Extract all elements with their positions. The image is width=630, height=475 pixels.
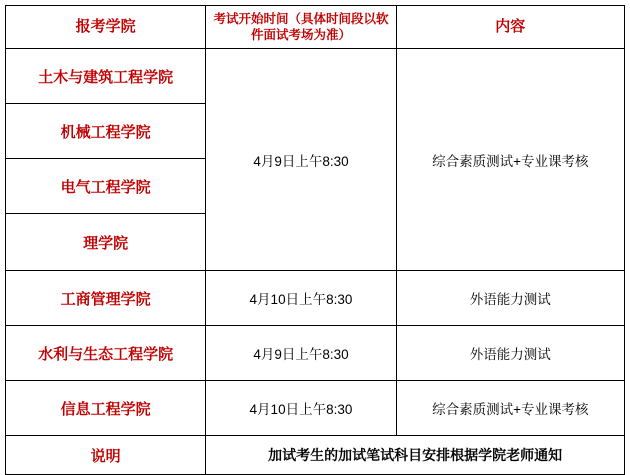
table-row <box>6 326 625 381</box>
content-slot-2: 外语能力测试 <box>396 271 624 326</box>
table-header-row <box>6 6 625 49</box>
table-row <box>6 271 625 326</box>
content-slot-3: 外语能力测试 <box>396 326 624 381</box>
content-slot-1: 综合素质测试+专业课考核 <box>396 49 624 271</box>
table-row <box>6 381 625 436</box>
note-text: 加试考生的加试笔试科目安排根据学院老师通知 <box>206 436 625 475</box>
college-information-engineering: 信息工程学院 <box>6 381 206 436</box>
exam-schedule-document <box>0 5 630 465</box>
header-college: 报考学院 <box>6 6 206 49</box>
college-electrical: 电气工程学院 <box>6 159 206 214</box>
college-water-ecology: 水利与生态工程学院 <box>6 326 206 381</box>
college-civil-architecture: 土木与建筑工程学院 <box>6 49 206 104</box>
college-mechanical: 机械工程学院 <box>6 104 206 159</box>
table-row <box>6 49 625 104</box>
college-science: 理学院 <box>6 214 206 271</box>
header-content: 内容 <box>396 6 624 49</box>
table-note-row <box>6 436 625 475</box>
college-business-management: 工商管理学院 <box>6 271 206 326</box>
exam-schedule-table <box>5 5 625 475</box>
time-slot-1: 4月9日上午8:30 <box>206 49 396 271</box>
content-slot-4: 综合素质测试+专业课考核 <box>396 381 624 436</box>
time-slot-2: 4月10日上午8:30 <box>206 271 396 326</box>
header-time: 考试开始时间（具体时间段以软件面试考场为准） <box>206 6 396 49</box>
time-slot-4: 4月10日上午8:30 <box>206 381 396 436</box>
note-label: 说明 <box>6 436 206 475</box>
time-slot-3: 4月9日上午8:30 <box>206 326 396 381</box>
